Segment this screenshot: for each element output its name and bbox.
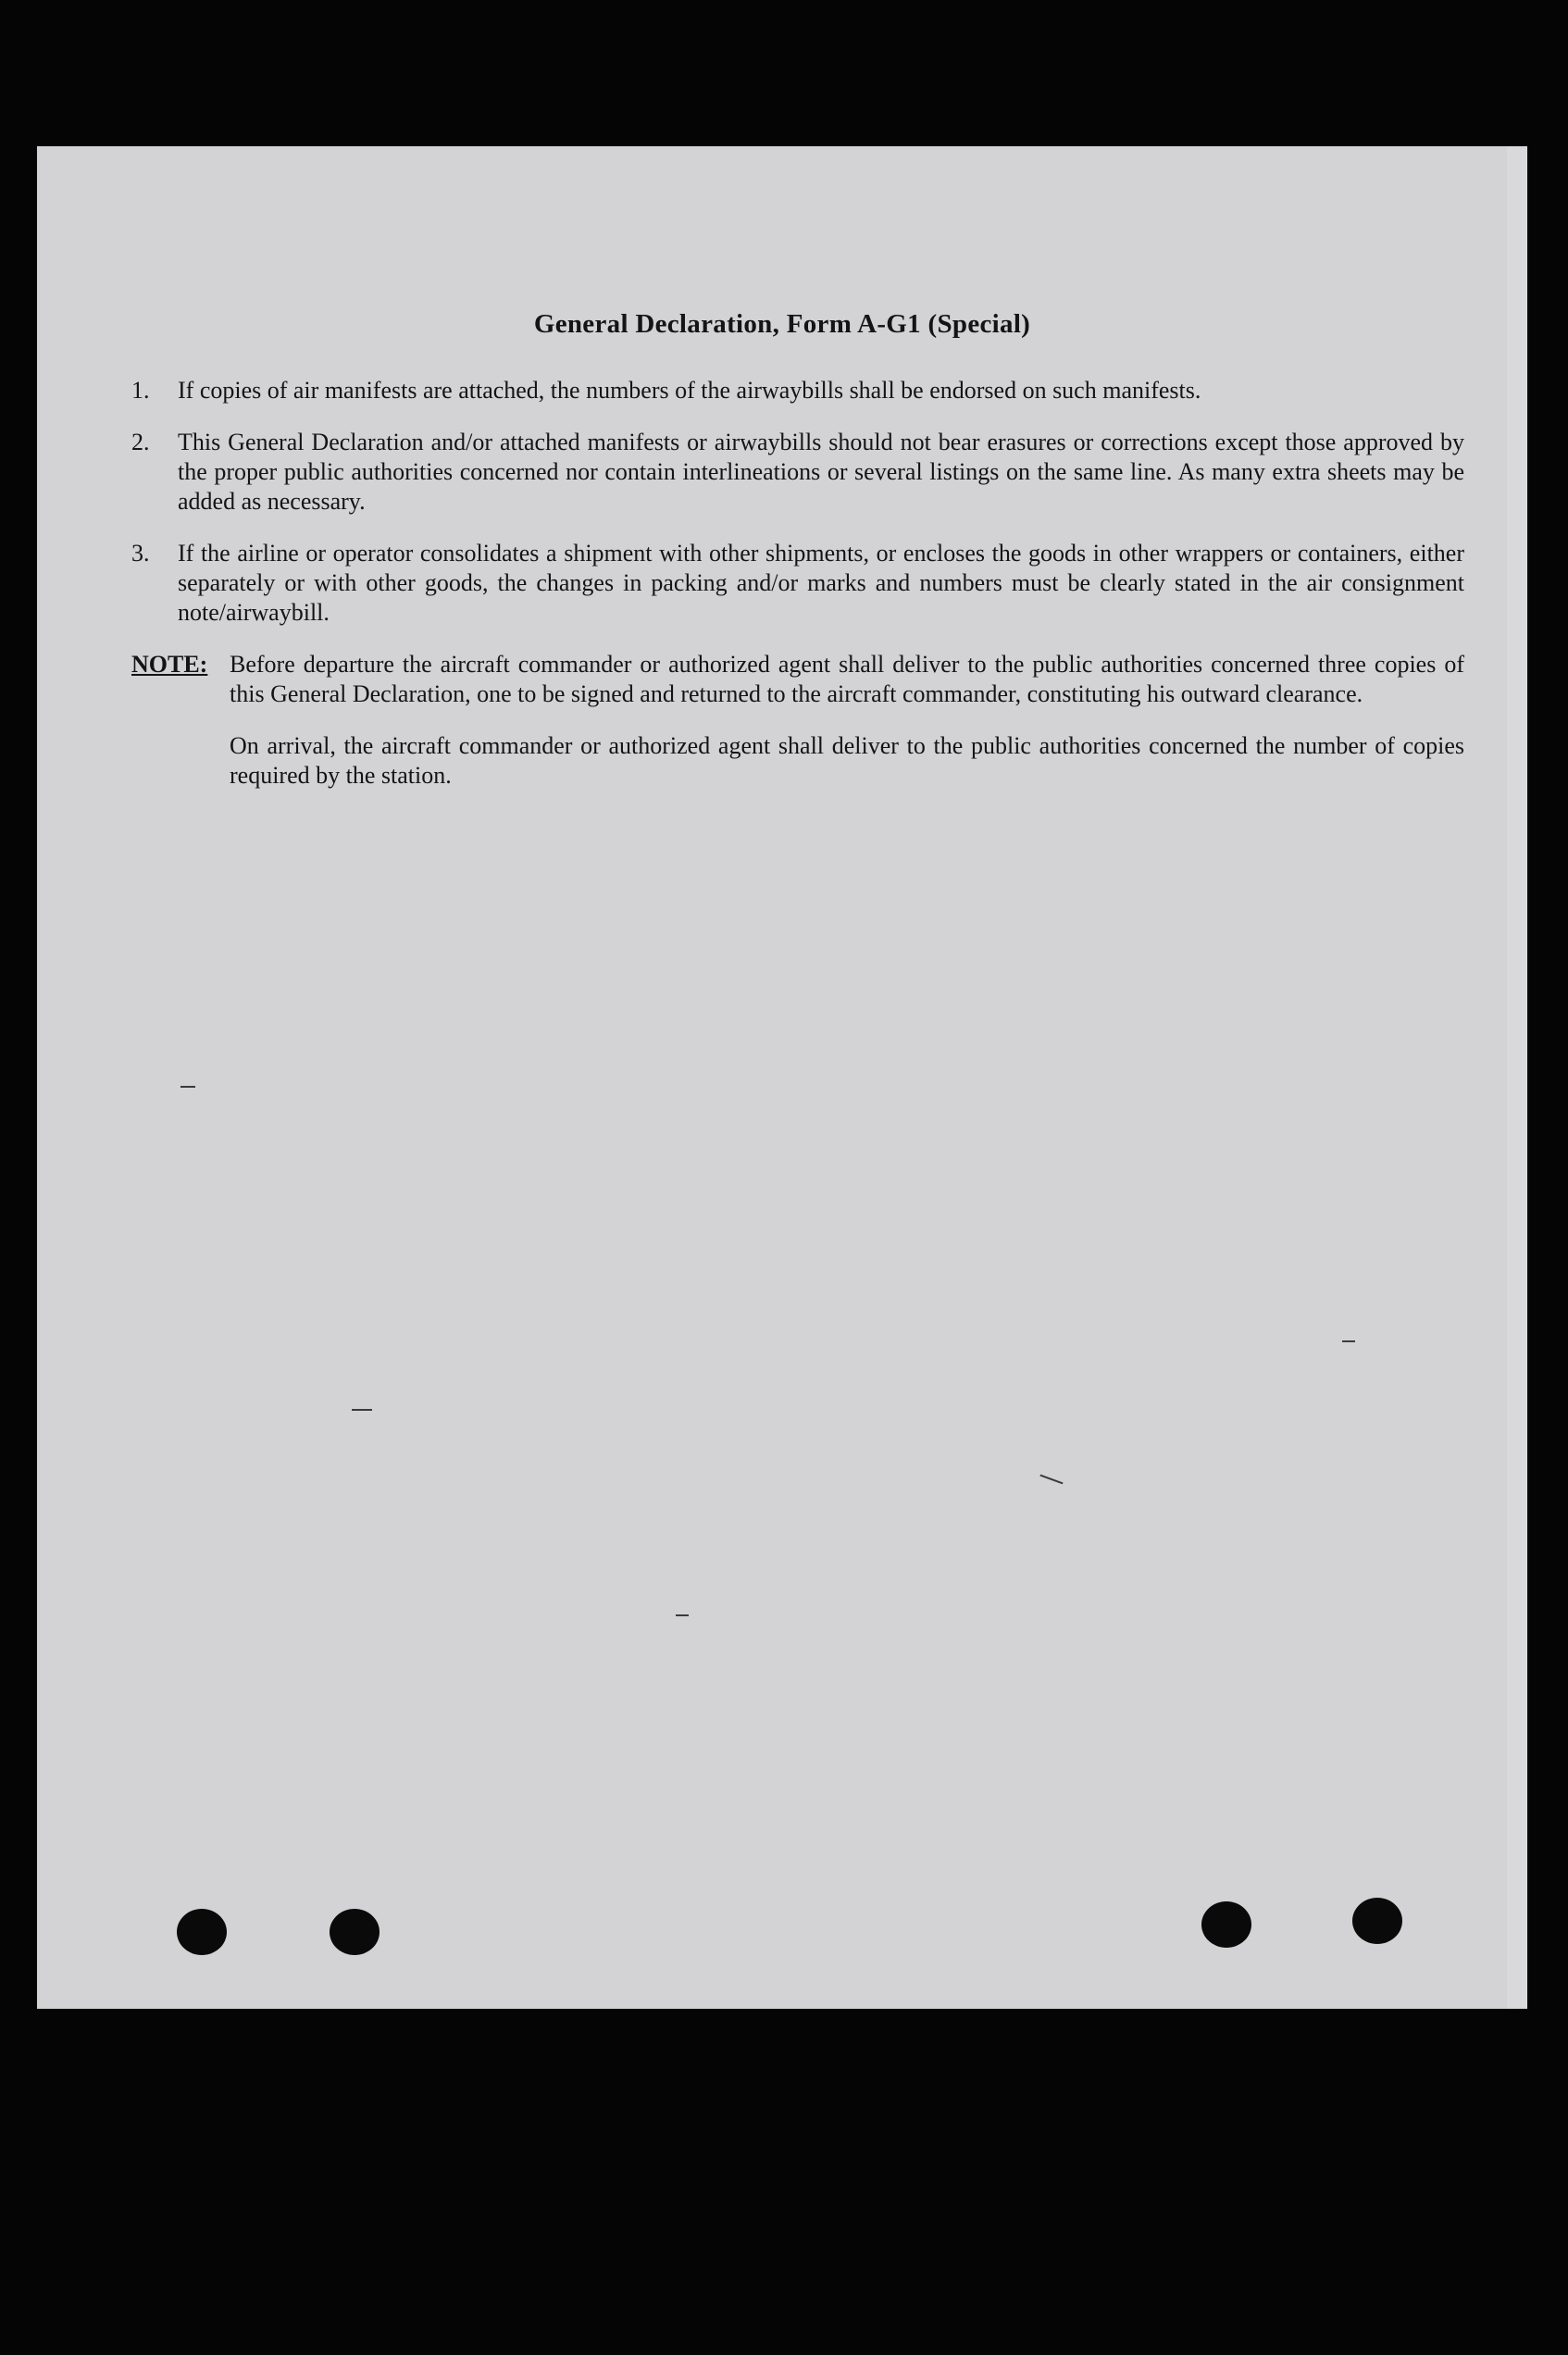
- form-sheet: [37, 146, 1527, 2009]
- punch-hole: [1201, 1901, 1251, 1948]
- punch-hole: [330, 1909, 380, 1955]
- item-number: 3.: [131, 540, 150, 567]
- note-paragraph: On arrival, the aircraft commander or authorized agent shall deliver to the public authorities concerned the number of copies required by the station.: [230, 732, 1464, 789]
- page-title: General Declaration, Form A-G1 (Special): [533, 309, 1031, 339]
- note-body: [230, 650, 1464, 813]
- scan-speck: [676, 1614, 689, 1616]
- scan-speck: [352, 1409, 372, 1411]
- item-number: 2.: [131, 429, 150, 455]
- punch-hole: [1352, 1898, 1402, 1944]
- note-section: [131, 650, 1464, 813]
- scan-speck: [1039, 1475, 1063, 1485]
- punch-hole: [177, 1909, 227, 1955]
- list-item: [131, 539, 1464, 628]
- item-text: If the airline or operator consolidates a shipment with other shipments, or encloses the goods in other wrappers or containers, either separately or with other goods, the changes in packing and/or marks and numbers must be clearly stated in the air consignment note/airwaybill.: [178, 540, 1464, 626]
- scan-speck: [1342, 1340, 1355, 1342]
- list-item: [131, 428, 1464, 517]
- item-number: 1.: [131, 377, 150, 404]
- list-item: [131, 376, 1464, 405]
- note-label: NOTE:: [131, 651, 208, 678]
- note-paragraph: Before departure the aircraft commander or authorized agent shall deliver to the public authorities concerned three copies of this General Declaration, one to be signed and returned to the aircraft commander, constituting his outward clearance.: [230, 651, 1464, 707]
- item-text: This General Declaration and/or attached manifests or airwaybills should not bear erasures or corrections except those approved by the proper public authorities concerned nor contain interlineations or several listings on the same line. As many extra sheets may be added as necessary.: [178, 429, 1464, 515]
- sheet-edge: [1507, 146, 1527, 2009]
- scan-speck: [180, 1086, 195, 1088]
- instructions-list: [131, 376, 1464, 813]
- item-text: If copies of air manifests are attached, the numbers of the airwaybills shall be endorsed on such manifests.: [178, 377, 1201, 404]
